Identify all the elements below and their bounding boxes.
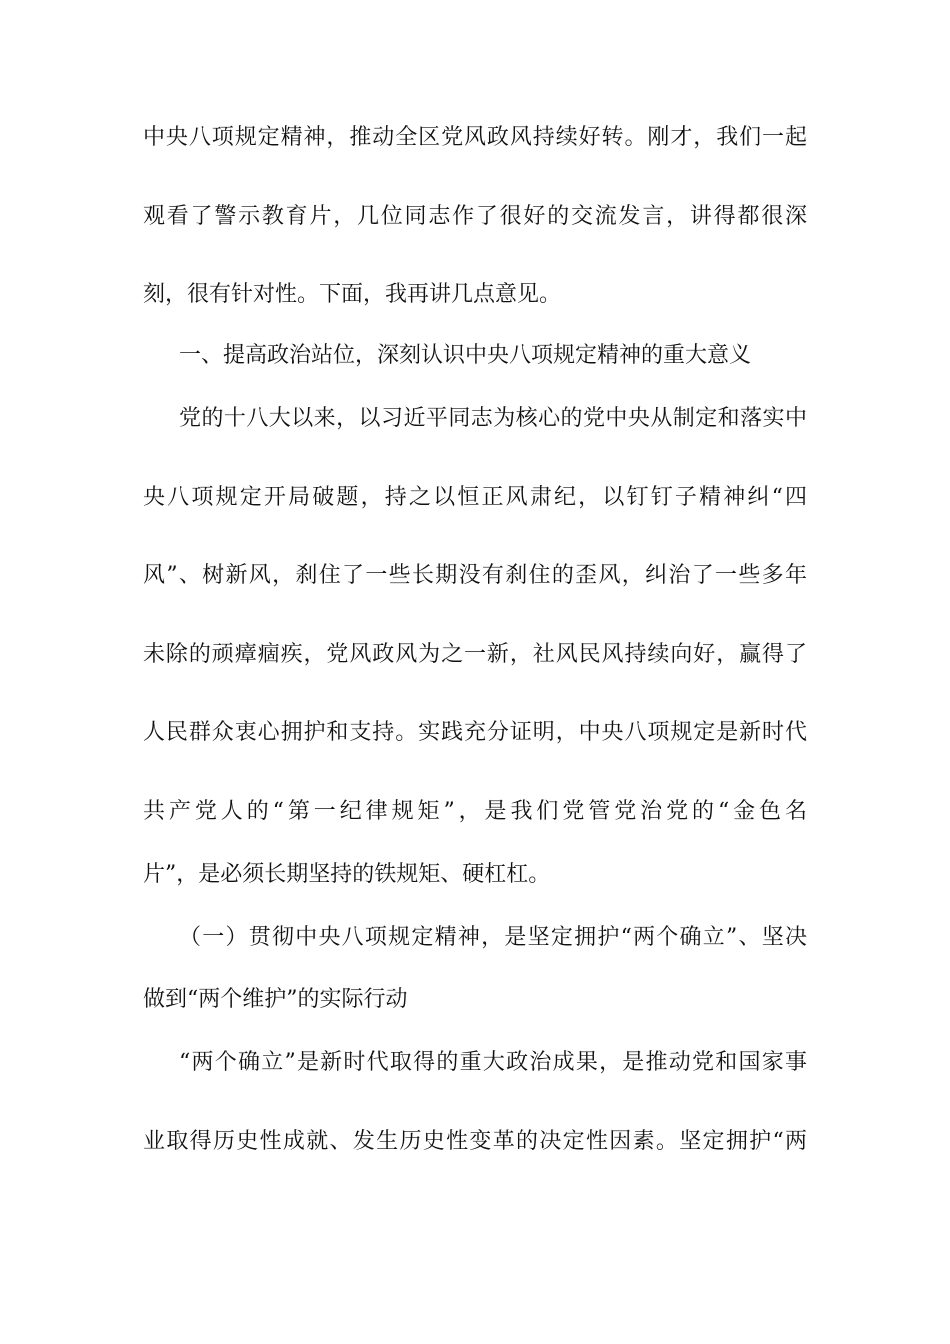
body-text-line: 片”，是必须长期坚持的铁规矩、硬杠杠。 bbox=[143, 862, 551, 887]
body-text-line: 共产党人的“第一纪律规矩”，是我们党管党治党的“金色名 bbox=[143, 799, 807, 824]
subsection-heading: （一）贯彻中央八项规定精神，是坚定拥护“两个确立”、坚决 bbox=[179, 925, 807, 950]
body-text-line: “两个确立”是新时代取得的重大政治成果，是推动党和国家事 bbox=[179, 1050, 807, 1075]
body-text-line: 观看了警示教育片，几位同志作了很好的交流发言，讲得都很深 bbox=[143, 204, 807, 229]
body-text-line: 未除的顽瘴痼疾，党风政风为之一新，社风民风持续向好，赢得了 bbox=[143, 642, 807, 667]
body-text-line: 央八项规定开局破题，持之以恒正风肃纪，以钉钉子精神纠“四 bbox=[143, 485, 807, 510]
body-text-line: 中央八项规定精神，推动全区党风政风持续好转。刚才，我们一起 bbox=[143, 125, 807, 150]
body-text-line: 党的十八大以来，以习近平同志为核心的党中央从制定和落实中 bbox=[179, 406, 807, 431]
body-text-line: 刻，很有针对性。下面，我再讲几点意见。 bbox=[143, 282, 562, 307]
body-text-line: 人民群众衷心拥护和支持。实践充分证明，中央八项规定是新时代 bbox=[143, 720, 807, 745]
body-text-line: 业取得历史性成就、发生历史性变革的决定性因素。坚定拥护“两 bbox=[143, 1129, 807, 1154]
section-heading: 一、提高政治站位，深刻认识中央八项规定精神的重大意义 bbox=[179, 343, 752, 368]
subsection-heading-continued: 做到“两个维护”的实际行动 bbox=[143, 987, 408, 1012]
body-text-line: 风”、树新风，刹住了一些长期没有刹住的歪风，纠治了一些多年 bbox=[143, 563, 807, 588]
